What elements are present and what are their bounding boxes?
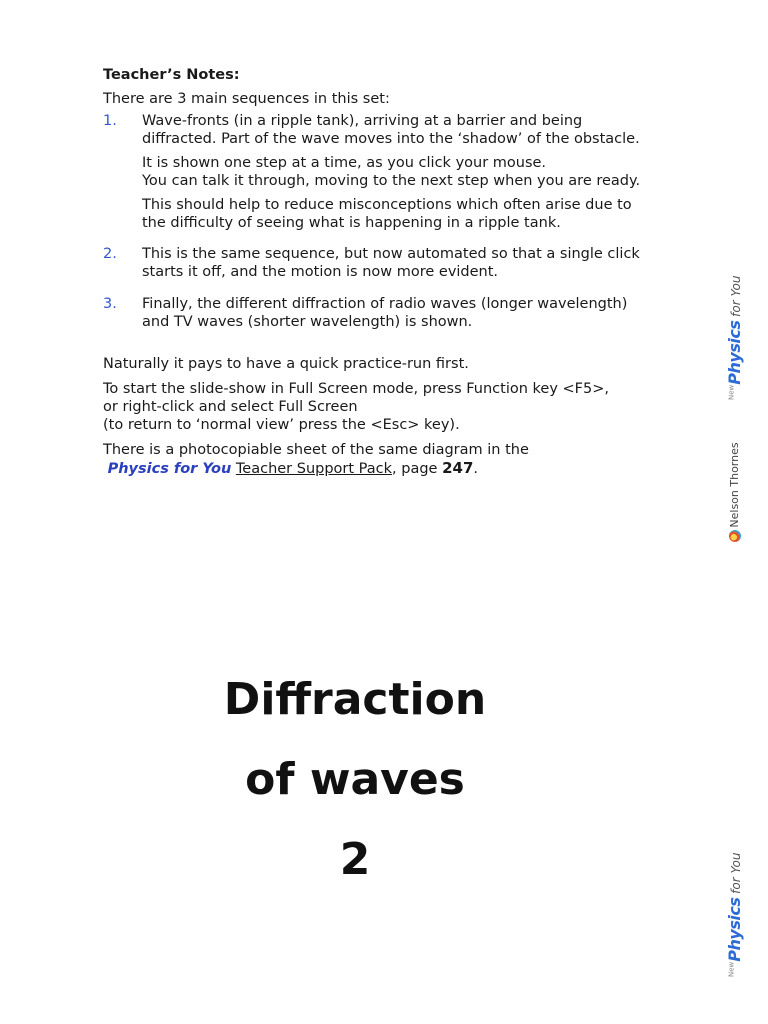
notes-intro: There are 3 main sequences in this set: (103, 91, 390, 107)
title-line-3: 2 (339, 834, 371, 885)
item-number: 3. (103, 296, 117, 312)
instruction-line: (to return to ‘normal view’ press the <Esc> key). (103, 417, 460, 433)
publisher-logo (728, 422, 748, 562)
item-line: It is shown one step at a time, as you click your mouse. (142, 155, 547, 171)
practice-note: Naturally it pays to have a quick practice-run first. (103, 356, 469, 372)
item-number: 1. (103, 113, 117, 129)
item-line: This should help to reduce misconceptions which often arise due to (142, 197, 632, 213)
publisher-icon (729, 530, 741, 542)
list-item (103, 112, 683, 232)
item-line: This is the same sequence, but now automated so that a single click (142, 246, 640, 262)
item-line: Wave-fronts (in a ripple tank), arriving at a barrier and being (142, 113, 583, 129)
logo-for-you: for You (729, 852, 743, 898)
logo-for-you: for You (729, 275, 743, 321)
logo-new: New (727, 384, 736, 400)
page-prefix: , page (392, 461, 443, 477)
physics-for-you-logo (725, 275, 751, 400)
logo-physics: Physics (725, 897, 744, 962)
logo-physics: Physics (725, 320, 744, 385)
logo-new: New (727, 961, 736, 977)
publisher-name: Nelson Thornes (728, 442, 741, 528)
teachers-notes (103, 66, 683, 485)
item-line: the difficulty of seeing what is happening in a ripple tank. (142, 215, 561, 231)
brand-name: Physics for You (107, 461, 232, 477)
item-text (142, 112, 683, 148)
item-line: Finally, the different diffraction of radio waves (longer wavelength) (142, 296, 628, 312)
title-line-1: Diffraction (223, 674, 487, 725)
item-subtext (142, 154, 683, 190)
page-suffix: . (473, 461, 478, 477)
support-pack-link[interactable]: Teacher Support Pack (235, 461, 393, 477)
physics-for-you-logo (725, 852, 751, 977)
item-number: 2. (103, 246, 117, 262)
page-number: 247 (442, 459, 474, 477)
photocopy-note (103, 441, 683, 478)
item-line: You can talk it through, moving to the next step when you are ready. (142, 173, 641, 189)
slideshow-instructions (103, 380, 683, 434)
list-item (103, 295, 683, 331)
title-line-2: of waves (245, 754, 465, 805)
instruction-line: or right-click and select Full Screen (103, 399, 358, 415)
instruction-line: To start the slide-show in Full Screen mode, press Function key <F5>, (103, 381, 609, 397)
notes-heading: Teacher’s Notes: (103, 67, 240, 83)
item-line: diffracted. Part of the wave moves into the ‘shadow’ of the obstacle. (142, 131, 640, 147)
item-line: and TV waves (shorter wavelength) is shown. (142, 314, 473, 330)
item-subtext (142, 196, 683, 232)
item-line: starts it off, and the motion is now more evident. (142, 264, 499, 280)
photocopy-line: There is a photocopiable sheet of the same diagram in the (103, 442, 529, 458)
closing-notes (103, 355, 683, 478)
list-item (103, 245, 683, 281)
